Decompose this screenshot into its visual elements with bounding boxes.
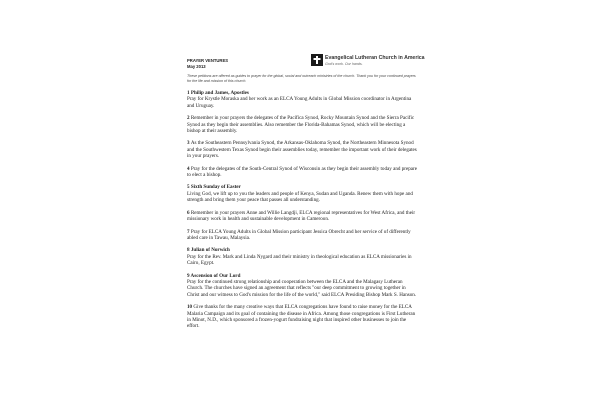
prayer-entry [187,90,419,109]
cross-logo-icon [311,54,323,66]
entries-list [187,90,419,330]
prayer-entry [187,166,419,179]
entry-text: Give thanks for the many creative ways that ELCA congregations have found to raise money for the ELCA Malaria Campaign and its goal of containing the disease in Africa. Among those congregations is First Lutheran in Minot, N.D., which sponsored a frozen-yogurt fundraising night that inspired other businesses to join the effort. [187,304,416,330]
prayer-entry [187,115,419,134]
entry-number: 6 [187,209,191,216]
entry-text: Pray for Krystle Moraska and her work as an ELCA Young Adults in Global Mission coordinator in Argentina and Uruguay. [187,96,412,109]
prayer-entry [187,304,419,330]
document-month: May 2013 [187,64,206,69]
entry-number: 4 [187,165,191,172]
logo-tagline: God's work. Our hands. [325,61,363,66]
entry-text: As the Southeastern Pennsylvania Synod, the Arkansas-Oklahoma Synod, the Northeastern Minnesota Synod and the Southwestern Texas Synod begin their assemblies today, remember the important work of their delegates in your prayers. [187,140,417,160]
prayer-entry [187,247,419,266]
prayer-entry [187,210,419,223]
prayer-entry [187,273,419,299]
entry-number: 7 [187,228,191,235]
entry-text: Pray for ELCA Young Adults in Global Mission participant Jessica Obrecht and her service of of differently abled care in Tawau, Malaysia. [187,228,411,241]
entry-number: 2 [187,115,191,122]
logo-name: Evangelical Lutheran Church in America [325,55,425,61]
entry-title-text: Sixth Sunday of Easter [190,184,241,191]
document-title: PRAYER VENTURES [187,58,229,63]
entry-number: 1 [187,90,191,96]
entry-text: Pray for the continued strong relationship and cooperation between the ELCA and the Malagasy Lutheran Church. The churches have signed an agreement that reflects "our deep commitment to growing together in Christ and our witness to God's mission for the life of the world," said ELCA Presiding Bishop Mark S. Hanson. [187,278,417,298]
entry-number: 5 [187,184,191,191]
entry-text: Pray for the delegates of the South-Central Synod of Wisconsin as they begin their assembly today and prepare to elect a bishop. [187,165,418,179]
entry-number: 8 [187,247,191,254]
entry-text: Living God, we lift up to you the leaders and people of Kenya, Sudan and Uganda. Renew them with hope and strength and bring them your peace that passes all understanding. [187,190,413,204]
entry-text: Remember in your prayers the delegates of the Pacifica Synod, Rocky Mountain Synod and the Sierra Pacific Synod as they begin their assemblies. Also remember the Florida-Bahamas Synod, which will be electing a bishop at their assembly. [187,115,415,135]
entry-title-text: Ascension of Our Lord [190,272,241,279]
entry-number: 10 [187,304,194,311]
entry-number: 3 [187,140,191,147]
entry-title-text: Julian of Norwich [190,247,230,254]
prayer-entry [187,229,419,242]
elca-logo [311,54,423,68]
entry-text: Remember in your prayers Anne and Willie Langdji, ELCA regional representatives for West Africa, and their missionary work in health and sustainable development in Cameroon. [187,209,416,223]
document-header [187,42,425,69]
document-page [187,42,425,330]
entry-text: Pray for the Rev. Mark and Linda Nygard and their ministry in theological education as ELCA missionaries in Cairo, Egypt. [187,253,412,267]
header-left [187,58,228,70]
prayer-entry [187,184,419,203]
entry-number: 9 [187,272,191,279]
intro-text: These petitions are offered as guides to prayer for the global, social and outreach ministries of the church. Thank you for your continued prayers for the life and mission of this church. [187,74,416,83]
entry-title-text: Philip and James, Apostles [190,90,249,96]
prayer-entry [187,140,419,159]
